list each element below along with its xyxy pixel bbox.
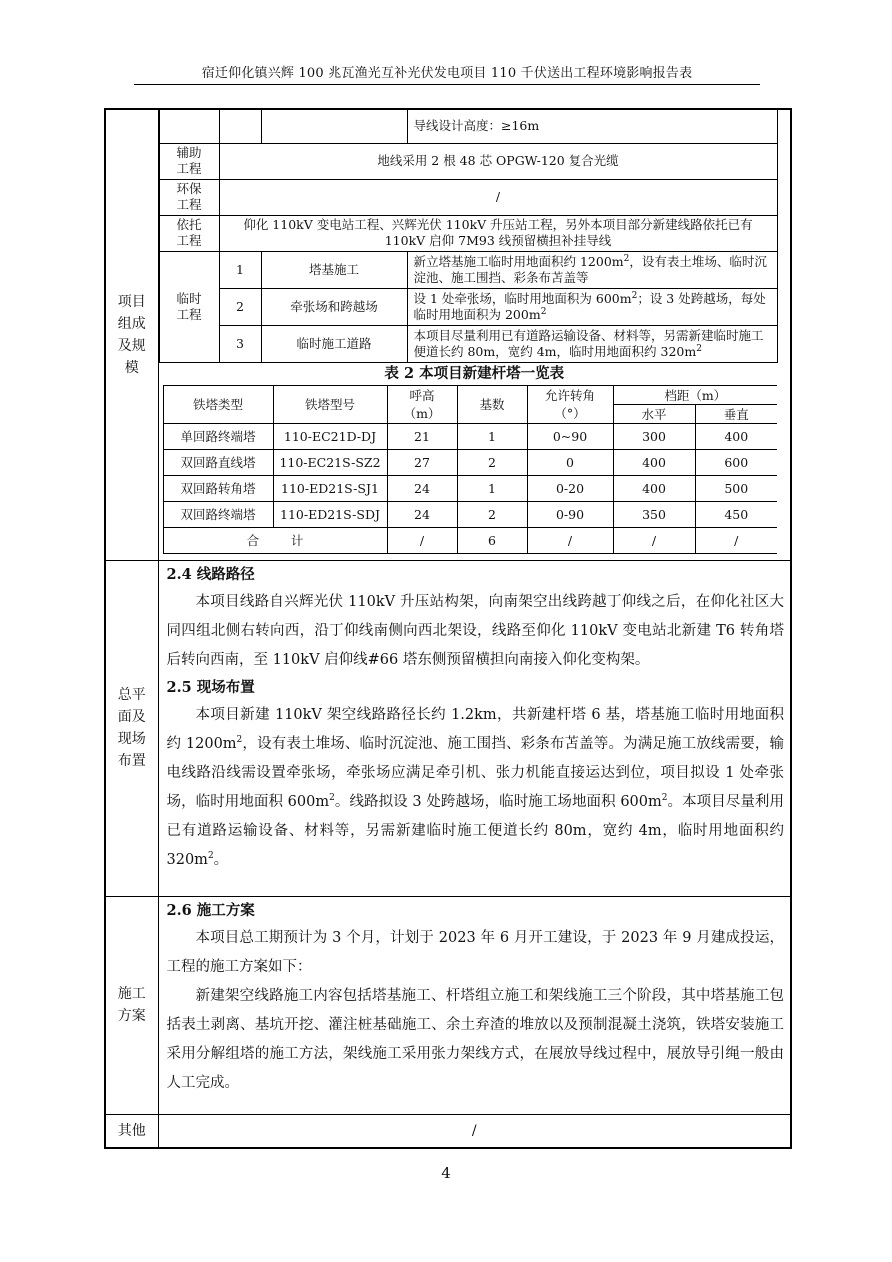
item-description: 新立塔基施工临时用地面积约 $1200m^2$，设有表土堆场、临时沉淀池、施工围挡、彩条布苫盖等 <box>407 251 777 288</box>
header-model: 铁塔型号 <box>273 385 387 423</box>
other-section <box>105 1114 791 1148</box>
construction-section-label: 施工方案 <box>105 896 158 1114</box>
table-row <box>159 110 777 143</box>
tower-table-title: 表 2 本项目新建杆塔一览表 <box>384 364 565 382</box>
item-description: 本项目尽量利用已有道路运输设备、材料等，另需新建临时施工便道长约 80m，宽约 4m，临时用地面积约 $320m^2$ <box>407 325 777 362</box>
item-name: 牵张场和跨越场 <box>261 288 407 325</box>
project-section <box>105 109 791 560</box>
site-text: 本项目新建 110kV 架空线路路径长约 1.2km，共新建杆塔 6 基，塔基施工临时用地面积约 $1200m^2$，设有表土堆场、临时沉淀池、施工围挡、彩条布苫盖等。为满足施工放线需要，输电线路沿线需设置牵张场，牵张场应满足牵引机、张力机能直接运达到位，项目拟设 1 处牵张场，临时用地面积 $600m^2$。线路拟设 3 处跨越场，临时施工场地面积 $600m^2$。本项目尽量利用已有道路运输设备、材料等，另需新建临时施工便道长约 80m，宽约 4m，临时用地面积约 $320m^2$。 <box>166 706 784 868</box>
row-category: 环保工程 <box>159 179 219 215</box>
item-number: 1 <box>219 251 261 288</box>
header-vertical: 垂直 <box>695 404 777 423</box>
construction-method: 新建架空线路施工内容包括塔基施工、杆塔组立施工和架线施工三个阶段，其中塔基施工包括表土剥离、基坑开挖、灌注桩基础施工、余土弃渣的堆放以及预制混凝土浇筑，铁塔安装施工采用分解组塔的施工方法，架线施工采用张力架线方式，在展放导线过程中，展放导引绳一般由人工完成。 <box>166 987 784 1091</box>
header-angle: 允许转角 （°） <box>527 385 613 423</box>
item-name: 塔基施工 <box>261 251 407 288</box>
route-text: 本项目线路自兴辉光伏 110kV 升压站构架，向南架空出线跨越丁仰线之后，在仰化社区大同四组北侧右转向西，沿丁仰线南侧向西北架设，线路至仰化 110kV 变电站北新建 T6 转角塔后转向西南，至 110kV 启仰线#66 塔东侧预留横担向南接入仰化变构架。 <box>166 593 784 668</box>
construction-section <box>105 896 791 1114</box>
table-row <box>159 251 777 288</box>
tower-header-row <box>163 385 777 404</box>
other-section-label: 其他 <box>105 1114 158 1148</box>
route-title: 2.4 线路路径 <box>166 565 255 583</box>
table-row <box>159 288 777 325</box>
row-description: / <box>219 179 777 215</box>
layout-section-label: 总平面及现场布置 <box>105 560 158 896</box>
table-row: 双回路转角塔 110-ED21S-SJ1 24 1 0-20 400 500 <box>163 475 777 501</box>
row-description: 仰化 110kV 变电站工程、兴辉光伏 110kV 升压站工程，另外本项目部分新建线路依托已有 110kV 启仰 7M93 线预留横担补挂导线 <box>219 215 777 251</box>
row-category: 依托工程 <box>159 215 219 251</box>
other-value: / <box>158 1114 791 1148</box>
construction-schedule: 本项目总工期预计为 3 个月，计划于 2023 年 6 月开工建设，于 2023 年 9 月建成投运，工程的施工方案如下： <box>166 929 784 975</box>
row-category: 临时工程 <box>159 251 219 362</box>
table-row <box>159 179 777 215</box>
table-row: 双回路直线塔 110-EC21S-SZ2 27 2 0 400 600 <box>163 449 777 475</box>
report-table <box>104 108 792 1149</box>
header-horizontal: 水平 <box>613 404 695 423</box>
item-name: 临时施工道路 <box>261 325 407 362</box>
row-category: 辅助工程 <box>159 143 219 179</box>
header-type: 铁塔类型 <box>163 385 273 423</box>
table-row <box>159 325 777 362</box>
row-description: 地线采用 2 根 48 芯 OPGW-120 复合光缆 <box>219 143 777 179</box>
total-row: 合 计 / 6 / / / <box>163 527 777 553</box>
item-number: 3 <box>219 325 261 362</box>
project-table <box>159 110 778 363</box>
table-row <box>159 215 777 251</box>
header-span: 档距（m） <box>613 385 777 404</box>
table-row <box>159 143 777 179</box>
site-title: 2.5 现场布置 <box>166 678 255 696</box>
page-number: 4 <box>441 1164 451 1182</box>
header-height: 呼高 （m） <box>387 385 457 423</box>
layout-section <box>105 560 791 896</box>
table-row: 单回路终端塔 110-EC21D-DJ 21 1 0~90 300 400 <box>163 423 777 449</box>
table-row: 双回路终端塔 110-ED21S-SDJ 24 2 0-90 350 450 <box>163 501 777 527</box>
item-description: 设 1 处牵张场，临时用地面积为 $600m^2$；设 3 处跨越场，每处临时用地面积为 $200m^2$ <box>407 288 777 325</box>
header-rule <box>134 84 760 85</box>
item-number: 2 <box>219 288 261 325</box>
page-header: 宿迁仰化镇兴辉 100 兆瓦渔光互补光伏发电项目 110 千伏送出工程环境影响报告表 <box>201 66 693 81</box>
header-count: 基数 <box>457 385 527 423</box>
project-section-label: 项目组成及规模 <box>105 109 158 560</box>
conductor-height: 导线设计高度：≥16m <box>407 110 777 143</box>
tower-table <box>163 385 778 554</box>
construction-title: 2.6 施工方案 <box>166 901 255 919</box>
